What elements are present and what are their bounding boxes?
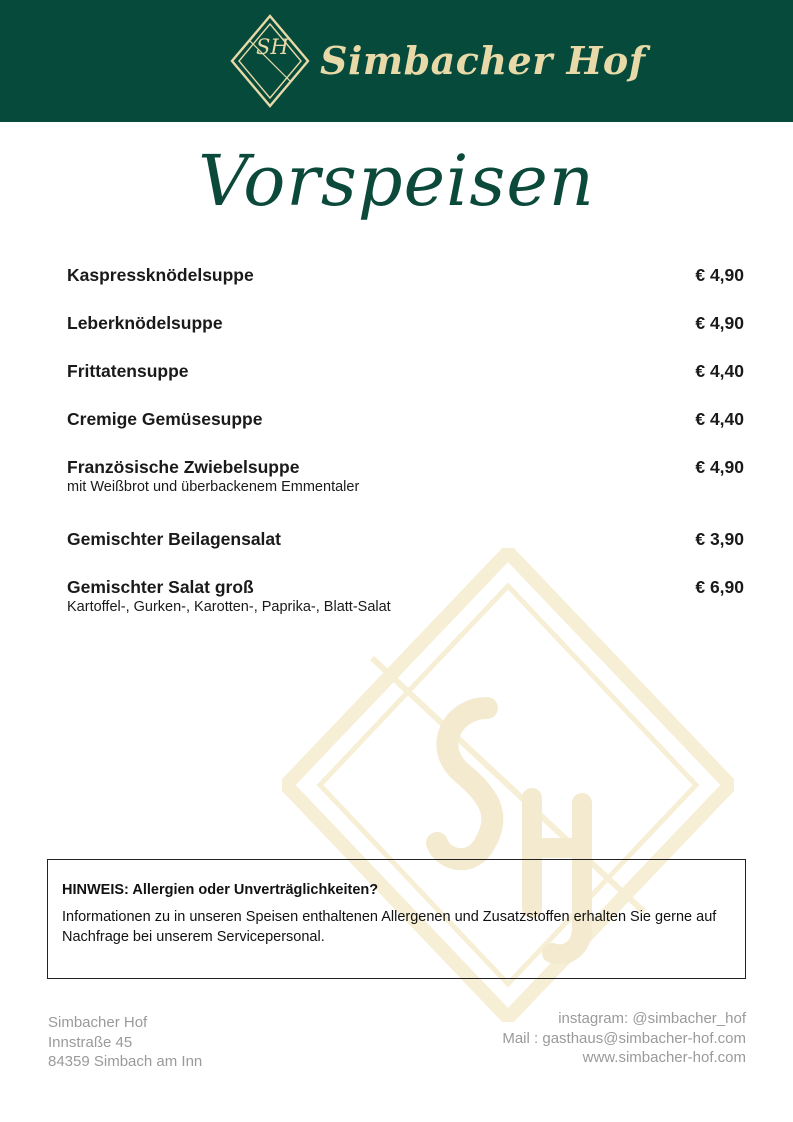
menu-item-name: Kaspressknödelsuppe	[67, 265, 254, 285]
menu-item-name: Leberknödelsuppe	[67, 313, 223, 333]
menu-item-name: Französische Zwiebelsuppe	[67, 457, 300, 477]
page-title: Vorspeisen	[198, 140, 595, 222]
menu-item-price: € 4,90	[695, 265, 744, 285]
menu-item-price: € 4,40	[695, 409, 744, 429]
allergy-notice	[47, 859, 746, 979]
monogram-diamond-icon	[230, 14, 310, 108]
menu-item-description: mit Weißbrot und überbackenem Emmentaler	[67, 479, 360, 495]
menu-item-price: € 4,90	[695, 457, 744, 477]
menu-item-description: Kartoffel-, Gurken-, Karotten-, Paprika-, Blatt-Salat	[67, 599, 391, 615]
notice-title: HINWEIS: Allergien oder Unverträglichkeiten?	[62, 882, 379, 898]
page-header	[0, 0, 793, 122]
menu-item-price: € 4,90	[695, 313, 744, 333]
brand-logo	[230, 14, 646, 108]
footer-address-name: Simbacher Hof	[48, 1014, 148, 1031]
menu-item-name: Gemischter Salat groß	[67, 577, 254, 597]
footer-address	[48, 1013, 202, 1072]
notice-text: Informationen zu in unseren Speisen enthaltenen Allergenen und Zusatzstoffen erhalten Sie gerne auf Nachfrage bei unserem Servicepersonal.	[62, 909, 717, 945]
menu-item-name: Cremige Gemüsesuppe	[67, 409, 263, 429]
menu-item-name: Gemischter Beilagensalat	[67, 529, 281, 549]
menu-item-price: € 6,90	[695, 577, 744, 597]
menu-item-price: € 4,40	[695, 361, 744, 381]
footer-contact	[502, 1009, 746, 1068]
footer-mail: Mail : gasthaus@simbacher-hof.com	[502, 1029, 746, 1047]
footer-website: www.simbacher-hof.com	[582, 1049, 746, 1066]
footer-address-city: 84359 Simbach am Inn	[48, 1053, 203, 1070]
footer-address-street: Innstraße 45	[48, 1033, 133, 1051]
menu-item-price: € 3,90	[695, 529, 744, 549]
brand-name: Simbacher Hof	[320, 38, 646, 83]
footer-instagram: instagram: @simbacher_hof	[558, 1010, 746, 1027]
logo-monogram: SH	[256, 35, 289, 59]
menu-item-name: Frittatensuppe	[67, 361, 189, 381]
